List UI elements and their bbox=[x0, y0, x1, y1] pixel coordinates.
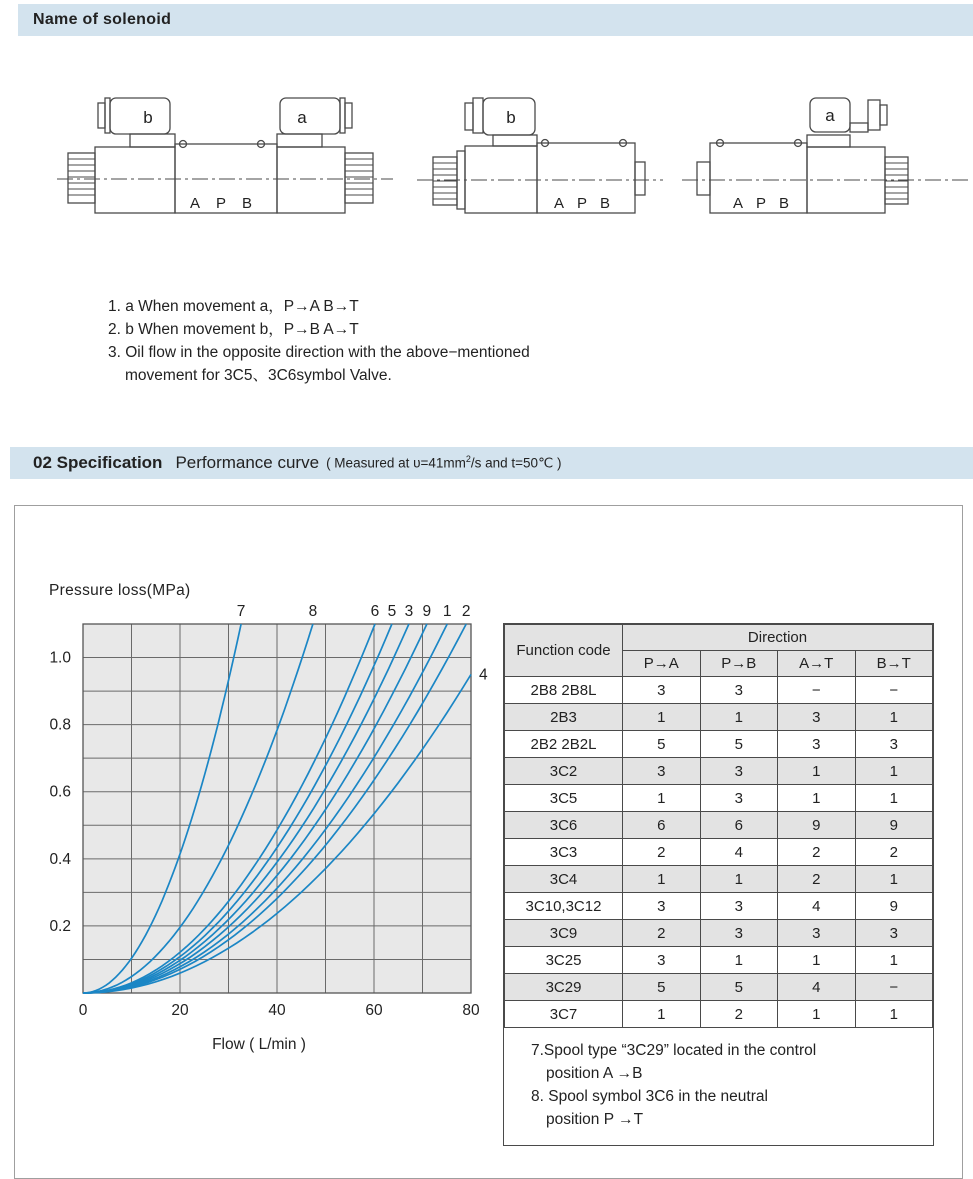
direction-value-cell: 1 bbox=[855, 947, 933, 974]
direction-value-cell: 1 bbox=[700, 866, 778, 893]
direction-value-cell: 5 bbox=[700, 731, 778, 758]
x-tick-label: 40 bbox=[268, 1002, 286, 1019]
function-code-cell: 3C25 bbox=[505, 947, 623, 974]
y-tick-label: 0.6 bbox=[49, 783, 71, 801]
function-code-cell: 3C4 bbox=[505, 866, 623, 893]
table-header-b-to-t: B→T bbox=[855, 651, 933, 677]
curve-label-8: 8 bbox=[308, 603, 318, 620]
table-row bbox=[505, 758, 933, 785]
direction-value-cell: 1 bbox=[778, 947, 856, 974]
direction-value-cell: 9 bbox=[855, 893, 933, 920]
solenoid-label-b: b bbox=[143, 108, 153, 127]
function-code-cell: 2B3 bbox=[505, 704, 623, 731]
performance-curve-chart bbox=[15, 601, 539, 1071]
function-table-container bbox=[503, 623, 934, 1146]
direction-value-cell: 1 bbox=[700, 947, 778, 974]
direction-value-cell: 1 bbox=[700, 704, 778, 731]
direction-value-cell: 2 bbox=[700, 1001, 778, 1028]
direction-value-cell: 3 bbox=[623, 677, 701, 704]
table-row bbox=[505, 947, 933, 974]
table-row bbox=[505, 866, 933, 893]
footnote-line-4: position P →T bbox=[546, 1111, 644, 1128]
table-row bbox=[505, 731, 933, 758]
curve-label-7: 7 bbox=[236, 603, 246, 620]
function-code-cell: 3C2 bbox=[505, 758, 623, 785]
direction-value-cell: 3 bbox=[778, 704, 856, 731]
direction-value-cell: 1 bbox=[623, 866, 701, 893]
function-code-cell: 3C9 bbox=[505, 920, 623, 947]
table-row bbox=[505, 704, 933, 731]
chart-x-axis-title: Flow ( L/min ) bbox=[212, 1036, 306, 1053]
x-tick-label: 80 bbox=[462, 1002, 480, 1019]
table-header-direction: Direction bbox=[623, 625, 933, 651]
solenoid-label-a: a bbox=[825, 106, 835, 125]
function-code-cell: 2B2 2B2L bbox=[505, 731, 623, 758]
curve-label-1: 1 bbox=[442, 603, 452, 620]
direction-value-cell: 3 bbox=[623, 893, 701, 920]
section-header-bar bbox=[10, 447, 973, 479]
y-tick-label: 0.8 bbox=[49, 716, 71, 734]
footnote-line-1: 7.Spool type “3C29” located in the control bbox=[531, 1042, 817, 1059]
table-row bbox=[505, 677, 933, 704]
section-subtitle: Performance curve bbox=[175, 453, 320, 472]
table-header-a-to-t: A→T bbox=[778, 651, 856, 677]
direction-value-cell: 3 bbox=[623, 947, 701, 974]
page-title: Name of solenoid bbox=[33, 11, 172, 28]
direction-value-cell: 2 bbox=[778, 866, 856, 893]
section-number-title: 02 Specification bbox=[33, 453, 163, 472]
chart-y-axis-title: Pressure loss(MPa) bbox=[49, 582, 191, 599]
table-header-p-to-a: P→A bbox=[623, 651, 701, 677]
direction-value-cell: 1 bbox=[778, 1001, 856, 1028]
direction-value-cell: 1 bbox=[855, 704, 933, 731]
valve-diagram-double-solenoid bbox=[55, 85, 395, 235]
solenoid-label-a: a bbox=[297, 108, 307, 127]
table-row bbox=[505, 812, 933, 839]
note-line-2: 2. b When movement b，P→B A→T bbox=[108, 321, 359, 338]
direction-value-cell: 3 bbox=[700, 893, 778, 920]
port-label-b: B bbox=[599, 195, 611, 212]
function-code-cell: 2B8 2B8L bbox=[505, 677, 623, 704]
port-label-p: P bbox=[755, 195, 767, 212]
direction-value-cell: 2 bbox=[623, 839, 701, 866]
port-label-p: P bbox=[576, 195, 588, 212]
direction-value-cell: 6 bbox=[700, 812, 778, 839]
direction-value-cell: 3 bbox=[700, 677, 778, 704]
direction-value-cell: 1 bbox=[778, 758, 856, 785]
direction-value-cell: 1 bbox=[855, 758, 933, 785]
table-row bbox=[505, 893, 933, 920]
direction-value-cell: 6 bbox=[623, 812, 701, 839]
curve-label-5: 5 bbox=[387, 603, 397, 620]
specification-panel bbox=[14, 505, 963, 1179]
direction-value-cell: 3 bbox=[855, 920, 933, 947]
curve-label-6: 6 bbox=[370, 603, 380, 620]
direction-value-cell: 5 bbox=[623, 974, 701, 1001]
table-footnotes bbox=[504, 1028, 933, 1145]
valve-diagram-single-solenoid-left bbox=[415, 85, 665, 235]
direction-value-cell: − bbox=[855, 677, 933, 704]
direction-value-cell: 1 bbox=[855, 785, 933, 812]
direction-value-cell: 2 bbox=[855, 839, 933, 866]
direction-value-cell: 1 bbox=[778, 785, 856, 812]
table-header-p-to-b: P→B bbox=[700, 651, 778, 677]
port-label-a: A bbox=[553, 195, 565, 212]
direction-value-cell: 1 bbox=[623, 785, 701, 812]
table-row bbox=[505, 974, 933, 1001]
direction-value-cell: 3 bbox=[855, 731, 933, 758]
table-row bbox=[505, 920, 933, 947]
port-label-a: A bbox=[732, 195, 744, 212]
direction-value-cell: 1 bbox=[623, 1001, 701, 1028]
y-tick-label: 0.4 bbox=[49, 850, 71, 868]
direction-value-cell: 2 bbox=[623, 920, 701, 947]
direction-value-cell: − bbox=[855, 974, 933, 1001]
direction-value-cell: 3 bbox=[700, 785, 778, 812]
note-line-3: 3. Oil flow in the opposite direction with the above−mentioned bbox=[108, 344, 530, 361]
table-header-function-code: Function code bbox=[505, 625, 623, 677]
direction-value-cell: 5 bbox=[623, 731, 701, 758]
direction-value-cell: 4 bbox=[778, 893, 856, 920]
x-tick-label: 60 bbox=[365, 1002, 383, 1019]
direction-value-cell: 1 bbox=[623, 704, 701, 731]
note-line-4: movement for 3C5、3C6symbol Valve. bbox=[125, 367, 392, 384]
x-tick-label: 0 bbox=[78, 1002, 88, 1019]
function-code-cell: 3C7 bbox=[505, 1001, 623, 1028]
direction-value-cell: 3 bbox=[700, 758, 778, 785]
table-row bbox=[505, 1001, 933, 1028]
direction-value-cell: 4 bbox=[700, 839, 778, 866]
function-code-cell: 3C3 bbox=[505, 839, 623, 866]
direction-value-cell: 4 bbox=[778, 974, 856, 1001]
port-label-a: A bbox=[189, 195, 201, 212]
curve-label-9: 9 bbox=[422, 603, 432, 620]
function-direction-table bbox=[504, 624, 933, 1028]
direction-value-cell: 5 bbox=[700, 974, 778, 1001]
direction-value-cell: 1 bbox=[855, 866, 933, 893]
direction-value-cell: 3 bbox=[700, 920, 778, 947]
function-code-cell: 3C6 bbox=[505, 812, 623, 839]
page-title-bar bbox=[18, 4, 973, 36]
function-code-cell: 3C10,3C12 bbox=[505, 893, 623, 920]
direction-value-cell: 9 bbox=[778, 812, 856, 839]
direction-value-cell: 3 bbox=[778, 731, 856, 758]
solenoid-label-b: b bbox=[506, 108, 516, 127]
table-row bbox=[505, 785, 933, 812]
port-label-b: B bbox=[241, 195, 253, 212]
function-code-cell: 3C5 bbox=[505, 785, 623, 812]
y-tick-label: 1.0 bbox=[49, 649, 71, 667]
direction-value-cell: 1 bbox=[855, 1001, 933, 1028]
footnote-line-3: 8. Spool symbol 3C6 in the neutral bbox=[531, 1088, 768, 1105]
direction-value-cell: 3 bbox=[778, 920, 856, 947]
table-row bbox=[505, 839, 933, 866]
curve-label-2: 2 bbox=[461, 603, 471, 620]
note-line-1: 1. a When movement a，P→A B→T bbox=[108, 298, 359, 315]
direction-value-cell: − bbox=[778, 677, 856, 704]
footnote-line-2: position A →B bbox=[546, 1065, 643, 1082]
curve-label-4: 4 bbox=[479, 666, 488, 684]
curve-label-3: 3 bbox=[404, 603, 414, 620]
valve-diagram-single-solenoid-right bbox=[680, 85, 970, 235]
movement-notes bbox=[108, 295, 530, 387]
y-tick-label: 0.2 bbox=[49, 917, 71, 935]
direction-value-cell: 9 bbox=[855, 812, 933, 839]
direction-value-cell: 3 bbox=[623, 758, 701, 785]
direction-value-cell: 2 bbox=[778, 839, 856, 866]
function-code-cell: 3C29 bbox=[505, 974, 623, 1001]
port-label-b: B bbox=[778, 195, 790, 212]
measurement-condition: ( Measured at $\upsilon=41mm^2/s$ and t=50℃ ) bbox=[326, 454, 562, 471]
port-label-p: P bbox=[215, 195, 227, 212]
x-tick-label: 20 bbox=[171, 1002, 189, 1019]
